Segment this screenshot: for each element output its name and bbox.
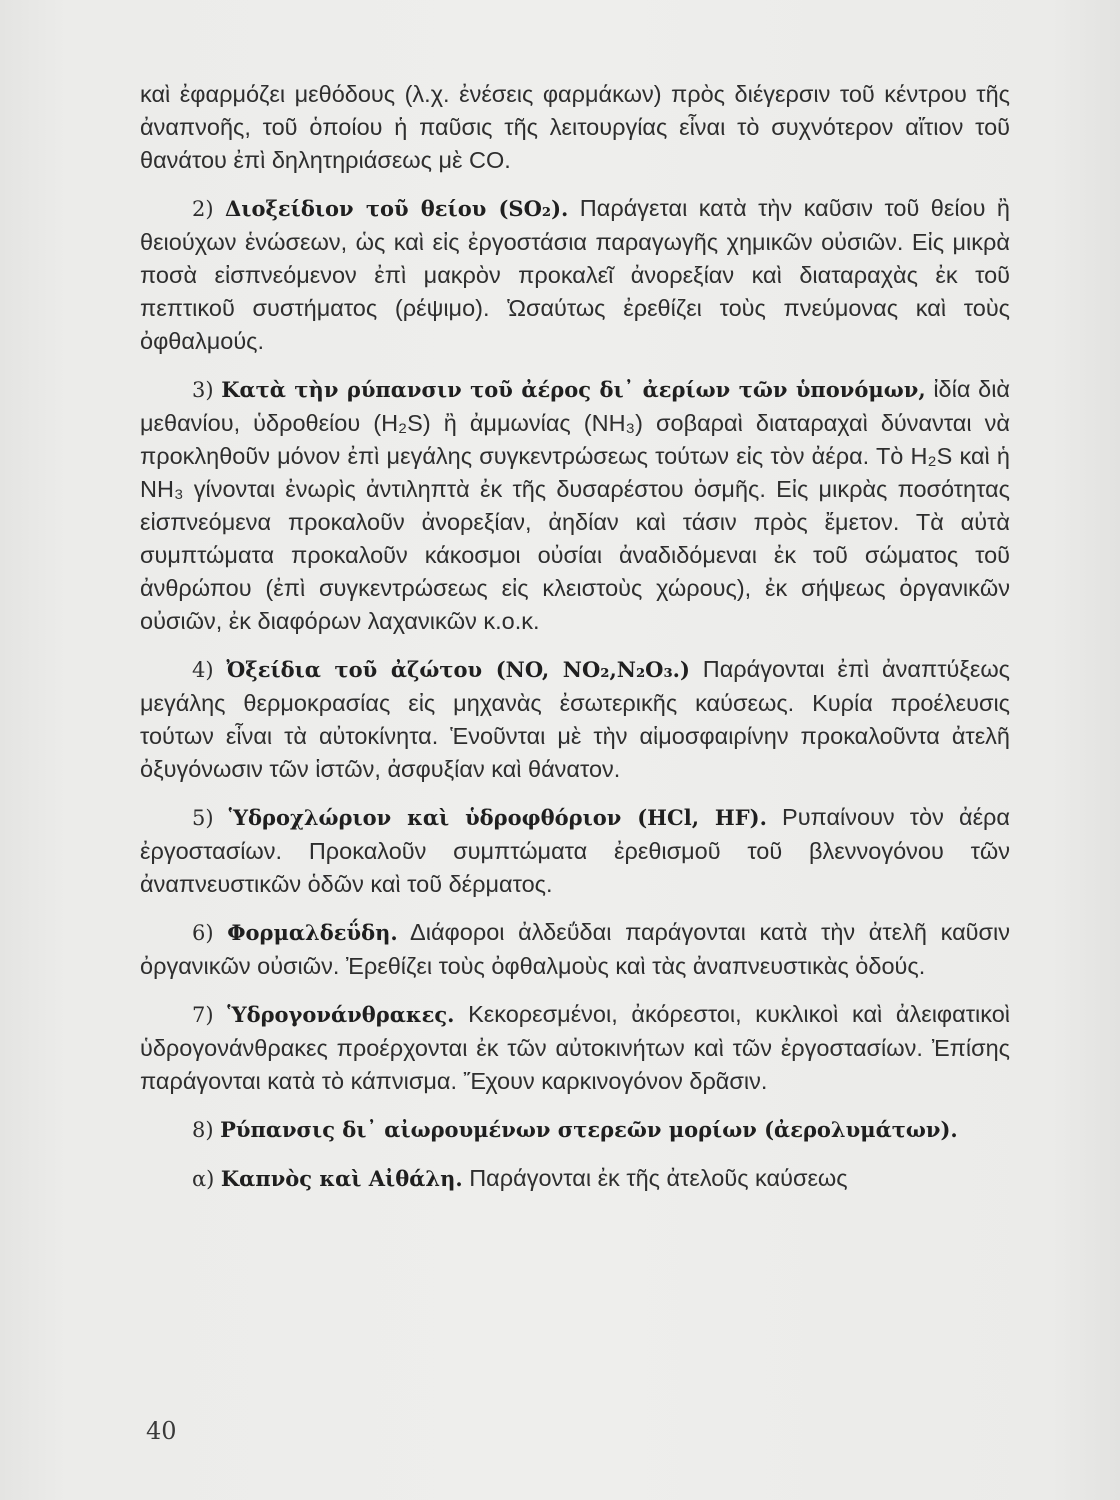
section-6 bbox=[140, 916, 1010, 983]
section-heading: Ρύπανσις δι᾽ αἰωρουμένων στερεῶν μορίων (ἀερολυμάτων). bbox=[220, 1117, 958, 1142]
section-heading: Ὀξείδια τοῦ ἀζώτου (NO, NO₂,N₂O₃.) bbox=[226, 657, 690, 682]
section-heading: Καπνὸς καὶ Αἰθάλη. bbox=[220, 1166, 463, 1191]
section-heading: Κατὰ τὴν ρύπανσιν τοῦ ἀέρος δι᾽ ἀερίων τῶν ὑπονόμων, bbox=[221, 377, 926, 402]
section-body: Παράγεται κατὰ τὴν καῦσιν τοῦ θείου ἢ θειούχων ἑνώσεων, ὡς καὶ εἰς ἐργοστάσια παραγωγῆς χημικῶν οὐσιῶν. Εἰς μικρὰ ποσὰ εἰσπνεόμενον ἐπὶ μακρὸν προκαλεῖ ἀνορεξίαν καὶ διαταραχὰς ἐκ τοῦ πεπτικοῦ συστήματος (ρέψιμο). Ὡσαύτως ἐρεθίζει τοὺς πνεύμονας καὶ τοὺς ὀφθαλμούς. bbox=[140, 195, 1010, 354]
section-2 bbox=[140, 192, 1010, 358]
section-number: 6) bbox=[192, 921, 214, 945]
section-5 bbox=[140, 801, 1010, 901]
section-3 bbox=[140, 373, 1010, 638]
page-number: 40 bbox=[146, 1417, 177, 1445]
section-body: Διάφοροι ἀλδεΰδαι παράγονται κατὰ τὴν ἀτελῆ καῦσιν ὀργανικῶν οὐσιῶν. Ἐρεθίζει τοὺς ὀφθαλμοὺς καὶ τὰς ἀναπνευστικὰς ὁδούς. bbox=[140, 919, 1010, 979]
section-heading: Ὑδροχλώριον καὶ ὑδροφθόριον (HCl, HF). bbox=[228, 805, 767, 830]
section-7 bbox=[140, 998, 1010, 1098]
section-number: 5) bbox=[192, 806, 214, 830]
body-text bbox=[140, 78, 1010, 1211]
section-number: 3) bbox=[192, 378, 214, 402]
section-number: 7) bbox=[192, 1003, 214, 1027]
section-number: 4) bbox=[192, 658, 214, 682]
section-heading: Διοξείδιον τοῦ θείου (SO₂). bbox=[225, 196, 569, 221]
section-number: α) bbox=[192, 1167, 215, 1191]
section-heading: Φορμαλδεΰδη. bbox=[227, 920, 398, 945]
section-8a bbox=[140, 1162, 1010, 1196]
section-body: ἰδία διὰ μεθανίου, ὑδροθείου (H₂S) ἢ ἀμμωνίας (NH₃) σοβαραὶ διαταραχαὶ δύνανται νὰ προκληθοῦν μόνον ἐπὶ μεγάλης συγκεντρώσεως τούτων εἰς τὸν ἀέρα. Τὸ H₂S καὶ ἡ NH₃ γίνονται ἐνωρὶς ἀντιληπτὰ ἐκ τῆς δυσαρέστου ὀσμῆς. Εἰς μικρὰς ποσότητας εἰσπνεόμενα προκαλοῦν ἀνορεξίαν, ἀηδίαν καὶ τάσιν πρὸς ἔμετον. Τὰ αὐτὰ συμπτώματα προκαλοῦν κάκοσμοι οὐσίαι ἀναδιδόμεναι ἐκ τοῦ σώματος τοῦ ἀνθρώπου (ἐπὶ συγκεντρώσεως εἰς κλειστοὺς χώρους), ἐκ σήψεως ὀργανικῶν οὐσιῶν, ἐκ διαφόρων λαχανικῶν κ.ο.κ. bbox=[140, 376, 1011, 634]
section-heading: Ὑδρογονάνθρακες. bbox=[227, 1002, 455, 1027]
section-number: 2) bbox=[192, 197, 214, 221]
section-body: Ρυπαίνουν τὸν ἀέρα ἐργοστασίων. Προκαλοῦν συμπτώματα ἐρεθισμοῦ τοῦ βλεννογόνου τῶν ἀναπνευστικῶν ὁδῶν καὶ τοῦ δέρματος. bbox=[140, 804, 1010, 897]
section-8 bbox=[140, 1113, 1010, 1147]
section-body: Παράγονται ἐπὶ ἀναπτύξεως μεγάλης θερμοκρασίας εἰς μηχανὰς ἐσωτερικῆς καύσεως. Κυρία προέλευσις τούτων εἶναι τὰ αὐτοκίνητα. Ἑνοῦνται μὲ τὴν αἱμοσφαιρίνην προκαλοῦντα ἀτελῆ ὀξυγόνωσιν τῶν ἱστῶν, ἀσφυξίαν καὶ θάνατον. bbox=[140, 656, 1010, 782]
section-body: Παράγονται ἐκ τῆς ἀτελοῦς καύσεως bbox=[469, 1165, 848, 1191]
intro-paragraph: καὶ ἐφαρμόζει μεθόδους (λ.χ. ἐνέσεις φαρμάκων) πρὸς διέγερσιν τοῦ κέντρου τῆς ἀναπνοῆς, τοῦ ὁποίου ἡ παῦσις τῆς λειτουργίας εἶναι τὸ συχνότερον αἴτιον τοῦ θανάτου ἐπὶ δηλητηριάσεως μὲ CO. bbox=[140, 81, 1010, 173]
section-4 bbox=[140, 653, 1010, 786]
section-body: Κεκορεσμένοι, ἀκόρεστοι, κυκλικοὶ καὶ ἀλειφατικοὶ ὑδρογονάνθρακες προέρχονται ἐκ τῶν αὐτοκινήτων καὶ τῶν ἐργοστασίων. Ἐπίσης παράγονται κατὰ τὸ κάπνισμα. Ἔχουν καρκινογόνον δρᾶσιν. bbox=[140, 1001, 1011, 1094]
section-number: 8) bbox=[192, 1118, 214, 1142]
